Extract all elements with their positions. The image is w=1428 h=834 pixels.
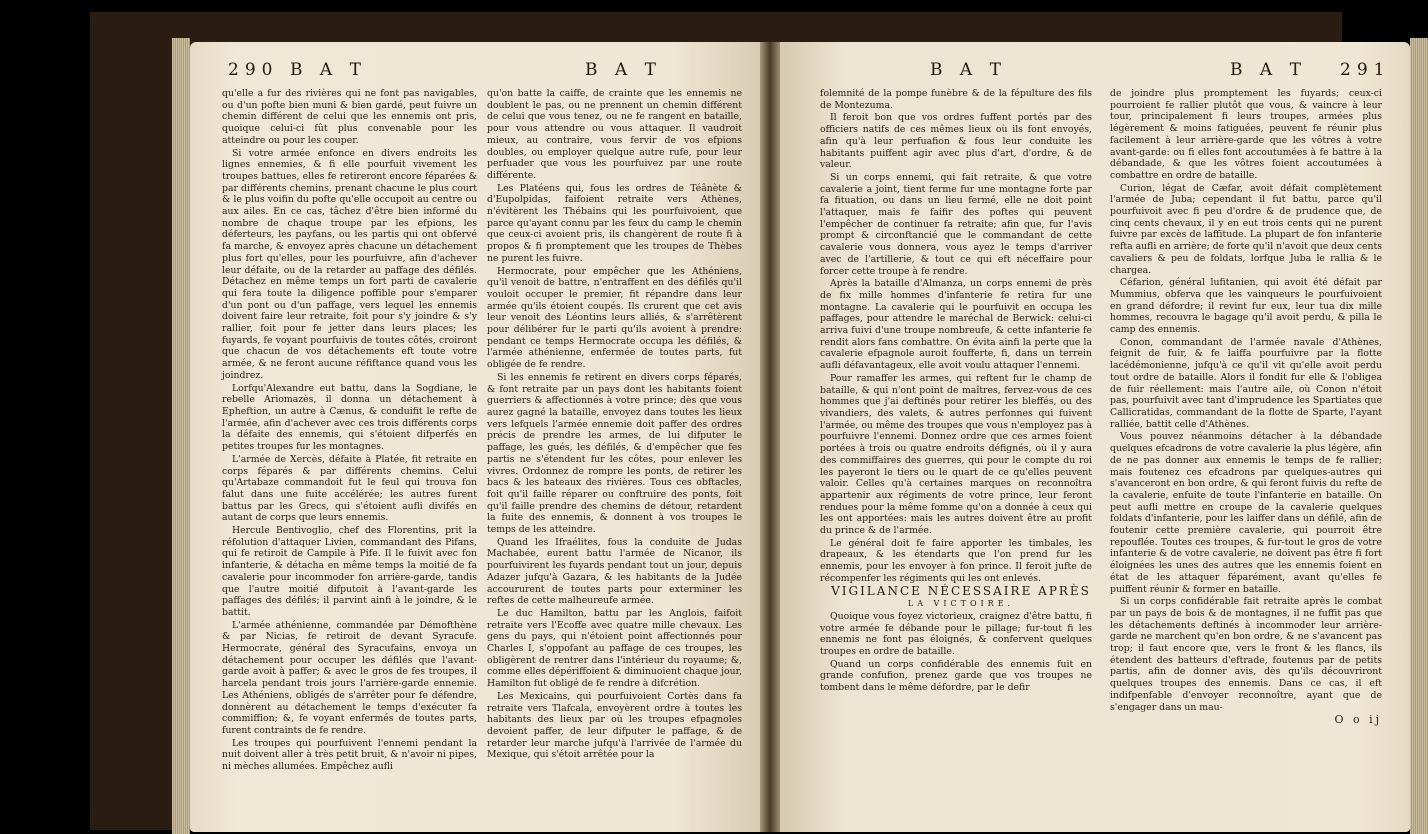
left-column-2 [487,88,742,762]
paragraph: L'armée de Xercès, défaite à Platée, fit retraite en corps féparés & par différents chemins. Celui qu'Artabaze commandoit fut le feul qui trouva fon falut dans une fuite accélérée; les autres furent battus par les Grecs, qui s'étoient aufli divifés en autant de corps que leurs ennemis. [222,453,477,524]
paragraph: Les troupes qui pourfuivent l'ennemi pendant la nuit doivent aller à très petit bruit, & n'avoir ni pipes, ni mèches allumées. Empêchez aufli [222,737,477,773]
paragraph: Pour ramaffer les armes, qui reftent fur le champ de bataille, & qui n'ont point de maîtres, fervez-vous de ces hommes que j'ai deftinés pour retirer les bleffés, ou des vivandiers, des valets, & autres perfonnes qui fuivent l'armée, ou même des troupes que vous n'employez pas à pourfuivre l'ennemi. Donnez ordre que ces armes foient portées à trois ou quatre endroits défignés, où il y aura des commiffaires des guerres, qui pour le compte du roi les payeront le tiers ou le quart de ce qu'elles peuvent valoir. Celles qu'à certaines marques on reconnoîtra appartenir aux régiments de votre prince, leur feront rendues pour la même fomme qu'on a donnée à ceux qui les ont apportées: mais les autres doivent être au profit du prince & de l'armée. [820,372,1092,537]
paragraph: Après la bataille d'Almanza, un corps ennemi de près de fix mille hommes d'infanterie fe retira fur une montagne. La cavalerie qui le pourfuivit en occupa les paffages, pour attendre le maréchal de Berwick: celui-ci arriva fuivi d'une troupe nombreufe, & cette infanterie fe rendit alors fans combattre. On évita ainfi la perte que la cavalerie efpagnole auroit foufferte, fi, dans un terrein aufli défavantageux, elle avoit voulu attaquer l'ennemi. [820,278,1092,372]
paragraph: qu'on batte la caiffe, de crainte que les ennemis ne doublent le pas, ou ne prennent un chemin différent de celui que vous tenez, ou ne fe rangent en bataille, pour vous attendre ou vous attaquer. Il vaudroit mieux, au contraire, vous fervir de vos efpions doubles, ou employer quelque autre rufe, pour leur perfuader que vous les pourfuivez par une route différente. [487,88,742,181]
paragraph: Si un corps ennemi, qui fait retraite, & que votre cavalerie a joint, tient ferme fur une montagne forte par fa fituation, ou dans un lieu fermé, elle ne doit point l'attaquer, mais fe faifir des poftes qui peuvent l'empêcher de continuer fa retraite; afin que, fur l'avis prompt & circonftancié que le commandant de cette cavalerie vous donnera, vous ayez le temps d'arriver avec de l'artillerie, & tout ce qui eft néceffaire pour forcer cette troupe à fe rendre. [820,171,1092,277]
page-number: 291 [1340,60,1391,80]
running-head-center: B A T [585,60,662,80]
paragraph: Les Mexicains, qui pourfuivoient Cortès dans fa retraite vers Tlafcala, envoyèrent ordre à toutes les habitants des lieux par où les troupes efpagnoles devoient paffer, de leur difputer le paffage, & de retarder leur marche jufqu'à l'arrivée de l'armée du Mexique, qui s'étoit arrêtée pour la [487,690,742,761]
paragraph: folemnité de la pompe funèbre & de la fépulture des fils de Montezuma. [820,88,1092,111]
book-spread [90,12,1391,830]
paragraph: Quand un corps confidérable des ennemis fuit en grande confufion, prenez garde que vos troupes ne tombent dans le même défordre, par le defir [820,658,1092,694]
section-title: VIGILANCE NÉCESSAIRE APRÈS [831,583,1091,598]
paragraph: Si un corps confidérable fait retraite après le combat par un pays de bois & de montagnes, il ne fuffit pas que les détachements deftinés à incommoder leur arrière-garde ne marchent qu'en bon ordre, & ne s'avancent pas trop; il faut encore que, vers le front & les flancs, ils étendent des batteurs d'eftrade, foutenus par de petits partis, afin de donner avis, dès qu'ils découvriront quelques troupes des ennemis. Dans ce cas, il eft indifpenfable d'envoyer reconnoître, ayant que de s'engager dans un mau- [1110,596,1382,713]
left-page-edges [172,38,190,834]
paragraph: Curion, légat de Cæfar, avoit défait complètement l'armée de Juba; cependant il fut battu, parce qu'il pourfuivoit avec fi peu d'ordre & de prudence que, de cinq cents chevaux, il y en eut trois cents qui ne purent fuivre par excès de laffitude. La plupart de fon infanterie refta aufli en arrière; de forte qu'il n'avoit que deux cents cavaliers & peu de foldats, lorfque Juba le rallia & le chargea. [1110,182,1382,276]
right-column-1 [820,88,1092,695]
paragraph: qu'elle a fur des rivières qui ne font pas navigables, ou d'un pofte bien muni & bien gardé, peut fuivre un chemin différent de celui que les ennemis ont pris, quoique celui-ci fût plus convenable pour les atteindre ou pour les couper. [222,88,477,146]
running-head-left: B A T [290,60,367,80]
left-running-head [190,60,760,86]
page-number: 290 [228,60,279,80]
paragraph: Le général doit fe faire apporter les timbales, les drapeaux, & les étendarts que l'on prend fur les ennemis, pour les envoyer à fon prince. Il feroit jufte de récompenfer les régiments qui les ont enlevés. [820,537,1092,584]
paragraph: Le duc Hamilton, battu par les Anglois, faifoit retraite vers l'Ecoffe avec quatre mille chevaux. Les gens du pays, qui n'étoient point affectionnés pour Charles I, s'oppofant au paffage de ces troupes, les obligèrent de rentrer dans l'intérieur du royaume; &, comme elles dépériffoient & diminuoient chaque jour, Hamilton fut obligé de fe rendre à difcrétion. [487,607,742,690]
paragraph: Les Platéens qui, fous les ordres de Téânète & d'Eupolpidas, faifoient retraite vers Athènes, n'évitèrent les Thébains qui les pourfuivoient, que parce qu'ayant connu par les feux du camp le chemin que ceux-ci avoient pris, ils changèrent de route fi à propos & fi promptement que les troupes de Thèbes ne purent les fuivre. [487,182,742,264]
paragraph: Conon, commandant de l'armée navale d'Athènes, feignit de fuir, & fe laiffa pourfuivre par la flotte lacédémonienne, jufqu'à ce qu'il vit qu'elle avoit perdu tout ordre de bataille. Alors il fondit fur elle & l'obligea de fuir réellement: mais l'autre aile, où Conon n'étoit pas, pourfuivit avec tant d'imprudence les Spartiates que Callicratidas, commandant de la flotte de Sparte, l'ayant ralliée, battit celle d'Athènes. [1110,336,1382,430]
right-page-edges [1410,38,1428,834]
running-head-right: B A T [1230,60,1307,80]
paragraph: Quoique vous foyez victorieux, craignez d'être battu, fi votre armée fe débande pour le pillage; fur-tout fi les ennemis ne font pas éloignés, & confervent quelques troupes en ordre de bataille. [820,610,1092,658]
left-column-1 [222,88,477,774]
left-page [190,42,760,832]
paragraph: Hermocrate, pour empêcher que les Athéniens, qu'il venoit de battre, n'entraffent en des défilés qu'il vouloit occuper le premier, fit répandre dans leur armée qu'ils étoient coupés. Ils crurent que cet avis leur venoit des Léontins leurs alliés, & s'arrêtèrent pour délibérer fur le parti qu'ils avoient à prendre: pendant ce temps Hermocrate occupa les défilés, & l'armée athénienne, enfermée de toutes parts, fut obligée de fe rendre. [487,265,742,371]
paragraph: de joindre plus promptement les fuyards; ceux-ci pourroient fe rallier plutôt que vous, & vaincre à leur tour, principalement fi leurs troupes, armées plus légèrement & moins fatiguées, peuvent fe réunir plus facilement à leur arrière-garde que les vôtres à votre avant-garde: ou fi elles font accoutumées à fe battre à la débandade, & que les vôtres foient accoutumées à combattre en ordre de bataille. [1110,88,1382,181]
paragraph: L'armée athénienne, commandée par Démofthène & par Nicias, fe retiroit de devant Syracufe. Hermocrate, général des Syracufains, envoya un détachement pour occuper les défilés que l'avant-garde avoit à paffer; & avec le gros de fes troupes, il harcela pendant trois jours l'arrière-garde ennemie. Les Athéniens, obligés de s'arrêter pour fe défendre, donnèrent au détachement le temps d'exécuter fa commiffion; &, fe voyant enfermés de toutes parts, furent contraints de fe rendre. [222,619,477,736]
section-subtitle: LA VICTOIRE. [907,599,1015,609]
paragraph: Si les ennemis fe retirent en divers corps féparés, & font retraite par un pays dont les habitants foient guerriers & affectionnés à votre prince; dès que vous aurez gagné la bataille, envoyez dans toutes les lieux vers lefquels l'armée ennemie doit paffer des ordres précis de prendre les armes, de lui difputer le paffage, les gués, les défilés, & d'empêcher que fes partis ne s'étendent fur les côtes, pour enlever les vivres. Ordonnez de rompre les ponts, de retirer les bacs & les bateaux des rivières. Tous ces obftacles, foit qu'il faille réparer ou conftruire des ponts, foit qu'il faille prendre des chemins de détour, retardent la fuite des ennemis, & donnent à vos troupes le temps de les atteindre. [487,371,742,536]
signature-mark: O o ij [1334,713,1382,727]
paragraph: Céfarion, général lufitanien, qui avoit été défait par Mummius, obferva que les vainqueurs le pourfuivoient en grand défordre; il revint fur eux, leur tua dix mille hommes, recouvra le bagage qu'il avoit perdu, & pilla le camp des ennemis. [1110,277,1382,336]
paragraph: Si votre armée enfonce en divers endroits les lignes ennemies, & fi elle pourfuit vivement les troupes battues, elles fe retireront encore féparées & par différents chemins, prenant chacune le plus court & le plus voifin du pofte qu'elle occupoit au centre ou aux ailes. En ce cas, tâchez d'être bien informé du nombre de chaque troupe par les efpions, les déferteurs, les payfans, ou les partis qui ont obfervé fa marche, & envoyez après chacune un détachement plus fort qu'elles, pour les pourfuivre, afin d'achever leur défaite, ou de la retarder au paffage des défilés. Détachez en même temps un fort parti de cavalerie qui fera toute la diligence poffible pour s'emparer d'un pont ou d'un paffage, vers lequel les ennemis doivent faire leur retraite, foit pour s'y joindre & s'y rallier, foit pour fe jetter dans leurs places; les fuyards, fe voyant pourfuivis de toutes côtés, croiront que chacun de vos détachements eft toute votre armée, & ne feront aucune réfiftance quand vous les joindrez. [222,147,477,381]
paragraph: Quand les Ifraélites, fous la conduite de Judas Machabée, eurent battu l'armée de Nicanor, ils pourfuivirent les fuyards pendant tout un jour, depuis Adazer jufqu'à Gazara, & les habitants de la Judée accoururent de toutes parts pour exterminer les reftes de cette malheureufe armée. [487,536,742,607]
paragraph: Lorfqu'Alexandre eut battu, dans la Sogdiane, le rebelle Ariomazès, il donna un détachement à Epheftion, un autre à Cænus, & conduifit le refte de l'armée, afin d'achever avec ces trois différents corps la défaite des ennemis, qui s'étoient difperfés en petites troupes fur les montagnes. [222,382,477,453]
running-head-center: B A T [930,60,1007,80]
paragraph: Vous pouvez néanmoins détacher à la débandade quelques efcadrons de votre cavalerie la plus légère, afin de ne pas donner aux ennemis le temps de fe rallier; mais foutenez ces efcadrons par quelques-autres qui s'avanceront en bon ordre, & qui feront fuivis du refte de la cavalerie, enfuite de toute l'infanterie en bataille. On peut aufli mettre en croupe de la cavalerie quelques foldats d'infanterie, pour les laiffer dans un défilé, afin de foutenir cette première cavalerie, qui pourroit être repouflée. Toutes ces troupes, & fur-tout le gros de votre infanterie & de votre cavalerie, ne doivent pas être fi fort éloignées les unes des autres que les ennemis foient en état de les attaquer féparément, avant qu'elles fe puiffent réunir & former en bataille. [1110,431,1382,595]
paragraph: Il feroit bon que vos ordres fuffent portés par des officiers natifs de ces mêmes lieux où ils font envoyés, afin qu'à leur perfuafion & fous leur conduite les habitants puiffent agir avec plus d'art, d'ordre, & de valeur. [820,112,1092,171]
right-running-head [780,60,1410,86]
paragraph: Hercule Bentivoglio, chef des Florentins, prit la réfolution d'attaquer Livien, commandant des Pifans, qui fe retiroit de Campile à Pife. Il le fuivit avec fon infanterie, & détacha en même temps la moitié de fa cavalerie pour incommoder fon arrière-garde, tandis que l'autre moitié difputoit à l'avant-garde les paffages des défilés; il parvint ainfi à le joindre, & le battit. [222,525,477,618]
right-column-2 [1110,88,1382,727]
book-gutter [760,42,780,832]
right-page [780,42,1410,832]
